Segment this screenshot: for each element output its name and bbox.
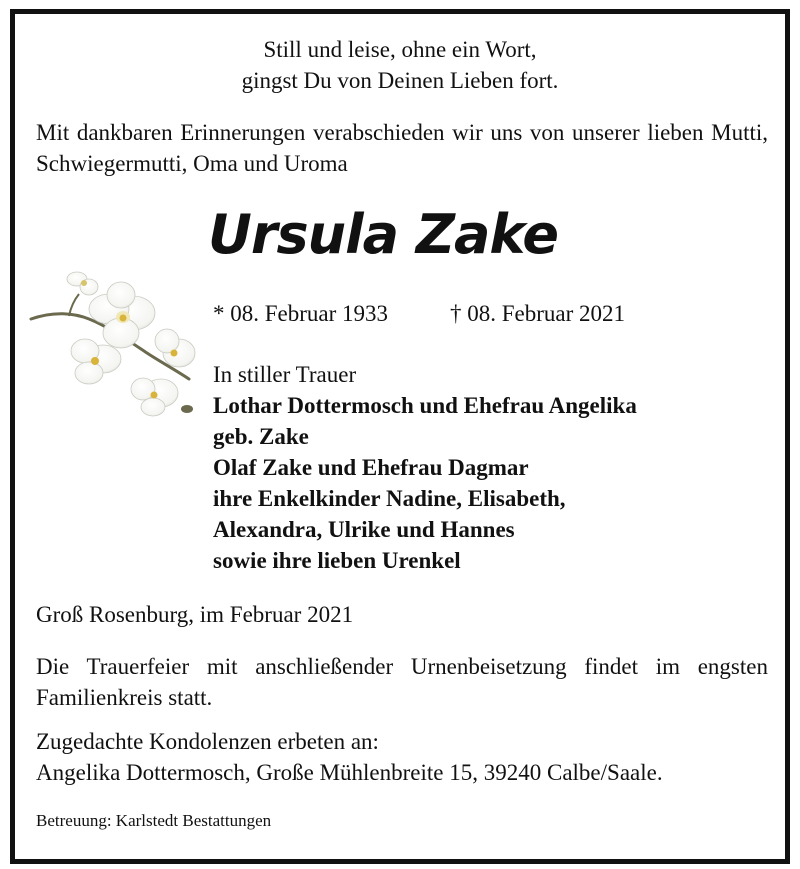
mourners-heading: In stiller Trauer xyxy=(213,362,357,387)
mourner-line: ihre Enkelkinder Nadine, Elisabeth, xyxy=(213,486,566,511)
birth-date: * 08. Februar 1933 xyxy=(213,301,389,326)
memorial-verse xyxy=(15,34,785,96)
mourner-line: Olaf Zake und Ehefrau Dagmar xyxy=(213,455,529,480)
mourners-block xyxy=(213,359,637,576)
verse-line: gingst Du von Deinen Lieben fort. xyxy=(241,68,559,93)
condolences-heading: Zugedachte Kondolenzen erbeten an: xyxy=(36,729,379,754)
orchid-flower-icon xyxy=(29,261,199,421)
mourner-line: geb. Zake xyxy=(213,424,309,449)
verse-line: Still und leise, ohne ein Wort, xyxy=(263,37,537,62)
place-date: Groß Rosenburg, im Februar 2021 xyxy=(36,602,354,627)
mourner-line: Lothar Dottermosch und Ehefrau Angelika xyxy=(213,393,637,418)
mourner-line: sowie ihre lieben Urenkel xyxy=(213,548,461,573)
service-info: Die Trauerfeier mit anschließender Urnenbeisetzung findet im engsten Familienkreis statt. xyxy=(36,654,768,710)
condolences-address: Angelika Dottermosch, Große Mühlenbreite 15, 39240 Calbe/Saale. xyxy=(36,760,663,785)
intro-text: Mit dankbaren Erinnerungen verabschieden wir uns von unserer lieben Mutti, Schwiegermutti, Oma und Uroma xyxy=(36,120,768,176)
deceased-name: Ursula Zake xyxy=(208,203,559,266)
death-date: † 08. Februar 2021 xyxy=(450,301,626,326)
mourner-line: Alexandra, Ulrike und Hannes xyxy=(213,517,515,542)
funeral-care: Betreuung: Karlstedt Bestattungen xyxy=(36,811,272,830)
obituary-notice xyxy=(10,9,790,864)
condolences-block xyxy=(36,726,663,788)
